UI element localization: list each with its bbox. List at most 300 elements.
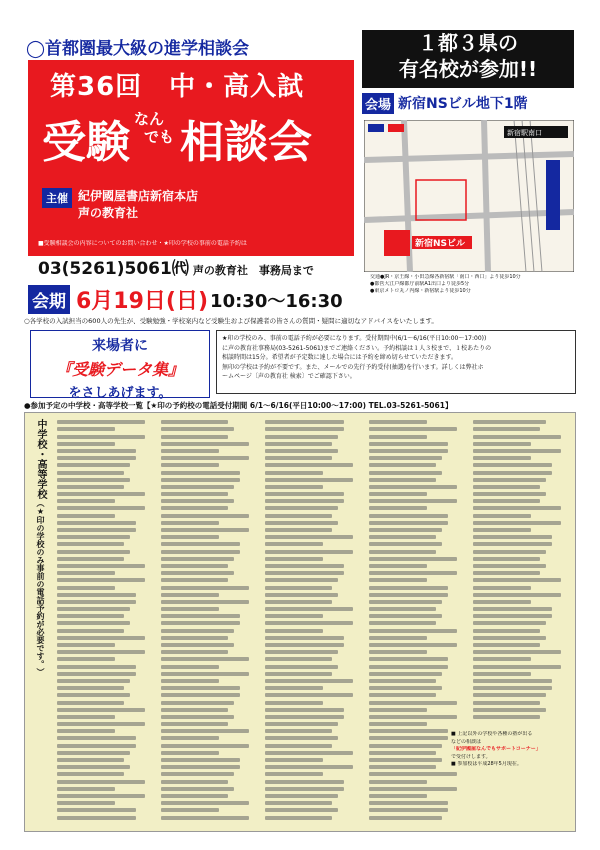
reservation-line: 無印の学校は予約が不要です。また、メールでの先行予約受付(抽選)を行います。詳しくは弊社ホ	[222, 363, 484, 371]
school-name-line	[369, 420, 427, 424]
school-name-line	[473, 686, 552, 690]
access-line: 交通●JR・京王線・小田急線各新宿駅「南口・西口」より徒歩10分	[370, 274, 521, 280]
school-name-line	[161, 686, 240, 690]
school-name-line	[473, 621, 546, 625]
school-name-line	[161, 492, 228, 496]
school-name-line	[265, 492, 344, 496]
school-name-line	[473, 435, 561, 439]
school-list-panel	[24, 412, 576, 832]
venue-row	[362, 92, 574, 114]
school-name-line	[161, 758, 240, 762]
school-name-line	[161, 420, 228, 424]
school-name-line	[473, 701, 540, 705]
school-name-line	[265, 571, 344, 575]
school-name-line	[161, 736, 219, 740]
school-name-line	[369, 643, 457, 647]
school-name-line	[265, 449, 338, 453]
gift-line-3: をさしあげます。	[68, 386, 172, 401]
reservation-line: ★印の学校のみ、事前の電話予約が必要になります。受付期間中(6/1〜6/16(平日10:00〜17:00))	[222, 335, 487, 342]
school-name-line	[57, 571, 115, 575]
school-name-line	[473, 550, 546, 554]
host-name: 紀伊國屋書店新宿本店	[78, 189, 199, 203]
school-name-line	[369, 463, 436, 467]
map-label-station: 新宿駅南口	[507, 129, 542, 137]
school-name-line	[161, 614, 240, 618]
school-name-line	[265, 636, 344, 640]
school-name-line	[369, 535, 436, 539]
school-name-line	[161, 801, 249, 805]
school-name-line	[265, 578, 338, 582]
school-name-line	[473, 636, 546, 640]
school-name-line	[161, 478, 240, 482]
school-name-line	[473, 499, 540, 503]
school-name-line	[369, 686, 442, 690]
school-column	[265, 417, 361, 827]
school-name-line	[161, 571, 234, 575]
school-name-line	[57, 614, 124, 618]
school-name-line	[473, 643, 540, 647]
school-name-line	[161, 636, 228, 640]
school-name-line	[161, 542, 240, 546]
school-name-line	[369, 485, 457, 489]
school-name-line	[265, 816, 332, 820]
footnote-line: ■ 上記以外の学校や各種の塾が出る	[451, 731, 533, 737]
school-name-line	[57, 729, 115, 733]
school-name-line	[57, 657, 115, 661]
school-name-line	[265, 463, 353, 467]
school-name-line	[161, 708, 228, 712]
school-name-line	[473, 514, 531, 518]
school-name-line	[369, 736, 448, 740]
school-name-line	[473, 521, 561, 525]
school-name-line	[57, 607, 130, 611]
school-name-line	[57, 650, 145, 654]
title-panel	[28, 60, 354, 282]
school-name-line	[57, 708, 145, 712]
school-name-line	[57, 514, 115, 518]
school-name-line	[161, 701, 234, 705]
school-name-line	[473, 557, 540, 561]
school-name-line	[369, 808, 448, 812]
school-name-line	[473, 629, 540, 633]
school-name-line	[265, 621, 353, 625]
school-name-line	[369, 449, 448, 453]
school-name-line	[57, 492, 145, 496]
school-name-line	[57, 665, 136, 669]
school-name-line	[473, 463, 552, 467]
school-name-line	[161, 650, 228, 654]
school-name-line	[369, 478, 436, 482]
title-small-a: なん	[134, 110, 165, 128]
school-name-line	[265, 701, 323, 705]
date-row	[28, 284, 343, 315]
school-name-line	[161, 772, 234, 776]
school-name-line	[57, 801, 115, 805]
school-name-line	[161, 427, 234, 431]
school-name-line	[369, 621, 436, 625]
title-main-a: 受験	[42, 117, 130, 168]
school-name-line	[369, 578, 427, 582]
school-name-line	[57, 586, 115, 590]
school-name-line	[369, 729, 448, 733]
host-label: 主催	[42, 188, 72, 208]
school-name-line	[265, 485, 323, 489]
school-name-line	[369, 765, 436, 769]
school-name-line	[161, 621, 240, 625]
school-name-line	[265, 535, 353, 539]
school-name-line	[57, 765, 130, 769]
host-names	[78, 188, 198, 222]
school-name-line	[57, 643, 115, 647]
promo-line-2: 有名校が参加!!	[398, 57, 538, 81]
school-name-line	[369, 427, 457, 431]
school-name-line	[57, 751, 130, 755]
school-name-line	[161, 550, 240, 554]
footnote-line: 「紀伊國屋なんでもサポートコーナー」	[451, 746, 541, 752]
school-name-line	[265, 686, 323, 690]
school-name-line	[265, 808, 338, 812]
school-name-line	[265, 801, 332, 805]
school-name-line	[473, 442, 531, 446]
school-name-line	[161, 816, 249, 820]
footnote-line: で受付けします。	[451, 753, 491, 760]
school-name-line	[161, 665, 219, 669]
school-name-line	[265, 693, 353, 697]
school-name-line	[369, 744, 442, 748]
advice-text: ○各学校の入試担当の600人の先生が、受験勉強・学校案内など受験生および保護者の皆さんの質問・疑問に適切なアドバイスをいたします。	[24, 317, 438, 325]
school-name-line	[369, 506, 427, 510]
school-name-line	[161, 528, 249, 532]
venue-name: 新宿NSビル地下1階	[398, 96, 528, 112]
access-line: ●都営大江戸線都庁前駅A1出口より徒歩5分	[370, 281, 470, 287]
tel-org: 声の教育社 事務局まで	[192, 264, 314, 277]
school-name-line	[161, 463, 219, 467]
school-name-line	[369, 772, 457, 776]
school-name-line	[265, 744, 332, 748]
school-name-line	[369, 456, 442, 460]
gift-line-2: 『受験データ集』	[55, 360, 184, 379]
school-name-line	[265, 550, 353, 554]
school-name-line	[369, 435, 427, 439]
school-name-line	[57, 672, 136, 676]
school-list-header: ●参加予定の中学校・高等学校一覧【★印の予約校の電話受付期間 6/1〜6/16(平日10:00〜17:00) TEL.03-5261-5061】	[24, 401, 453, 410]
venue-map	[364, 120, 574, 272]
school-name-line	[265, 528, 332, 532]
school-name-line	[369, 600, 442, 604]
access-line: ●東京メトロ丸ノ内線・新宿駅より徒歩10分	[370, 288, 471, 294]
school-name-line	[161, 672, 249, 676]
school-name-line	[57, 679, 130, 683]
school-name-line	[161, 657, 249, 661]
school-name-line	[265, 564, 344, 568]
school-name-line	[57, 463, 130, 467]
school-name-line	[369, 586, 448, 590]
school-name-line	[369, 557, 457, 561]
flyer	[20, 30, 580, 835]
school-name-line	[57, 506, 145, 510]
school-name-line	[473, 578, 561, 582]
tel-number: 03(5261)5061㈹	[38, 259, 189, 279]
school-name-line	[161, 715, 234, 719]
school-list-vertical-label	[27, 419, 53, 825]
school-name-line	[161, 794, 228, 798]
school-name-line	[57, 621, 130, 625]
school-name-line	[369, 499, 457, 503]
school-name-line	[57, 686, 124, 690]
host-name: 声の教育社	[78, 206, 139, 220]
school-name-line	[369, 794, 427, 798]
school-name-line	[265, 657, 332, 661]
time-value: 10:30〜16:30	[210, 290, 343, 312]
school-name-line	[473, 420, 546, 424]
school-name-line	[57, 780, 145, 784]
school-name-line	[473, 715, 540, 719]
promo-line-1: １都３県の	[418, 31, 518, 55]
promo-box	[362, 30, 574, 88]
school-name-line	[369, 693, 436, 697]
school-name-line	[473, 528, 531, 532]
school-name-line	[369, 679, 436, 683]
school-name-line	[161, 808, 219, 812]
footnote-line: ■ 参加校は平成28年5月現在。	[451, 761, 522, 767]
school-name-line	[369, 550, 436, 554]
school-name-line	[57, 420, 145, 424]
school-name-line	[369, 564, 427, 568]
school-name-line	[57, 542, 124, 546]
school-name-line	[369, 542, 442, 546]
school-name-line	[57, 535, 130, 539]
school-name-line	[369, 492, 427, 496]
school-name-line	[473, 672, 531, 676]
school-name-line	[161, 693, 240, 697]
school-name-line	[57, 722, 145, 726]
school-name-line	[161, 442, 249, 446]
school-name-line	[473, 506, 561, 510]
school-name-line	[265, 729, 332, 733]
school-name-line	[57, 693, 130, 697]
school-name-line	[57, 593, 136, 597]
reservation-line: 相談時間は15分。希望者が予定数に達した場合には予約を締め切らせていただきます。	[222, 354, 457, 361]
school-name-line	[265, 514, 332, 518]
school-name-line	[57, 499, 115, 503]
school-name-line	[57, 427, 115, 431]
school-name-line	[265, 708, 344, 712]
school-name-line	[265, 499, 344, 503]
school-name-line	[57, 636, 145, 640]
school-name-line	[161, 600, 249, 604]
school-name-line	[161, 456, 249, 460]
school-name-line	[473, 679, 552, 683]
gift-box	[30, 330, 210, 401]
school-name-line	[57, 701, 124, 705]
school-name-line	[473, 665, 561, 669]
school-name-line	[161, 643, 234, 647]
date-value: 6月19日(日)	[76, 289, 209, 314]
school-name-line	[473, 693, 546, 697]
school-name-line	[473, 708, 546, 712]
school-name-line	[265, 614, 323, 618]
school-name-line	[265, 420, 344, 424]
school-name-line	[265, 557, 323, 561]
school-name-line	[161, 586, 249, 590]
vertical-label-main: 中学校・高等学校	[35, 419, 46, 499]
school-name-line	[369, 780, 427, 784]
vertical-label-sub: （★印の学校のみ事前の電話予約が必要です。）	[36, 499, 45, 676]
school-name-line	[57, 435, 145, 439]
school-name-line	[369, 528, 442, 532]
school-name-line	[161, 729, 249, 733]
school-name-line	[57, 521, 136, 525]
date-label: 会期	[28, 285, 70, 314]
school-name-line	[161, 780, 228, 784]
school-name-line	[265, 478, 353, 482]
school-name-line	[161, 629, 234, 633]
school-name-line	[369, 514, 448, 518]
school-name-line	[369, 593, 448, 597]
school-name-line	[265, 650, 338, 654]
school-name-line	[473, 492, 546, 496]
school-name-line	[265, 427, 344, 431]
school-name-line	[473, 485, 540, 489]
school-name-line	[265, 600, 332, 604]
school-name-line	[265, 736, 338, 740]
school-name-line	[57, 772, 124, 776]
reservation-line: ームページ〔声の教育社 検索〕でご確認下さい。	[222, 373, 356, 380]
school-name-line	[57, 808, 136, 812]
school-name-line	[369, 614, 442, 618]
school-name-line	[161, 435, 228, 439]
school-name-line	[265, 765, 353, 769]
school-name-line	[369, 521, 448, 525]
school-name-line	[57, 485, 124, 489]
school-name-line	[57, 471, 124, 475]
school-name-line	[265, 593, 338, 597]
school-name-line	[57, 528, 136, 532]
school-name-line	[265, 506, 338, 510]
school-name-line	[369, 751, 436, 755]
map-label-ns: 新宿NSビル	[415, 239, 466, 249]
school-name-line	[369, 758, 442, 762]
school-name-line	[161, 607, 219, 611]
school-name-line	[161, 521, 219, 525]
school-name-line	[473, 542, 552, 546]
gift-line-1: 来場者に	[92, 338, 148, 354]
school-name-line	[265, 672, 332, 676]
school-name-line	[473, 456, 531, 460]
school-name-line	[57, 787, 115, 791]
school-name-line	[161, 765, 240, 769]
school-name-line	[369, 629, 457, 633]
school-name-line	[265, 758, 323, 762]
school-name-line	[161, 449, 219, 453]
school-name-line	[57, 816, 136, 820]
school-name-line	[161, 514, 249, 518]
school-name-line	[369, 471, 442, 475]
title-main-b: 相談会	[180, 117, 312, 168]
footnote-line: などの相談は	[451, 738, 482, 745]
school-name-line	[473, 535, 552, 539]
school-name-line	[473, 427, 540, 431]
school-name-line	[265, 456, 332, 460]
school-name-line	[369, 715, 457, 719]
school-name-line	[265, 787, 344, 791]
school-name-line	[369, 701, 457, 705]
title-small-b: でも	[144, 128, 175, 146]
school-name-line	[265, 751, 353, 755]
school-name-line	[57, 744, 136, 748]
school-name-line	[369, 672, 442, 676]
school-name-line	[369, 708, 427, 712]
school-name-line	[265, 794, 338, 798]
school-name-line	[369, 665, 448, 669]
school-name-line	[265, 607, 353, 611]
school-name-line	[57, 736, 136, 740]
main-title	[42, 106, 312, 170]
contact-note: ■受験相談会の内容についてのお問い合わせ・★印の学校の事前の電話予約は	[38, 240, 247, 247]
school-name-line	[369, 657, 448, 661]
school-name-line	[265, 772, 323, 776]
school-name-line	[473, 650, 561, 654]
school-name-line	[57, 564, 145, 568]
school-name-line	[473, 571, 540, 575]
headline: ◯首都圏最大級の進学相談会	[26, 39, 250, 59]
school-name-line	[473, 471, 552, 475]
school-name-line	[369, 722, 427, 726]
school-name-line	[161, 593, 219, 597]
school-name-line	[161, 744, 249, 748]
school-name-line	[265, 521, 338, 525]
school-name-line	[161, 679, 219, 683]
school-name-line	[369, 571, 457, 575]
school-name-line	[57, 550, 130, 554]
school-name-line	[265, 586, 332, 590]
school-name-line	[161, 564, 228, 568]
school-name-line	[57, 442, 115, 446]
school-name-line	[369, 607, 436, 611]
school-name-line	[161, 787, 234, 791]
school-name-line	[57, 794, 145, 798]
school-name-line	[265, 722, 338, 726]
school-name-line	[57, 478, 130, 482]
school-name-line	[57, 715, 115, 719]
school-name-line	[161, 578, 228, 582]
school-name-line	[57, 758, 124, 762]
school-name-line	[473, 586, 531, 590]
school-name-line	[473, 593, 561, 597]
school-name-line	[265, 471, 323, 475]
school-column	[57, 417, 153, 827]
school-name-line	[473, 614, 552, 618]
school-name-line	[57, 578, 145, 582]
school-name-line	[161, 722, 228, 726]
school-name-line	[57, 449, 136, 453]
school-name-line	[265, 643, 344, 647]
school-name-line	[265, 780, 344, 784]
school-name-line	[473, 607, 552, 611]
school-name-line	[265, 679, 353, 683]
school-name-line	[161, 751, 219, 755]
school-name-line	[265, 715, 344, 719]
school-name-line	[161, 471, 240, 475]
school-name-line	[57, 557, 124, 561]
school-name-line	[265, 665, 338, 669]
school-name-line	[369, 442, 448, 446]
school-name-line	[369, 636, 427, 640]
school-name-line	[161, 535, 219, 539]
school-column	[161, 417, 257, 827]
school-name-line	[57, 456, 136, 460]
reservation-line: に声の教育社事務局(03-5261-5061)までご連絡ください。予約相談は１人３校まで、１校あたりの	[222, 344, 492, 352]
